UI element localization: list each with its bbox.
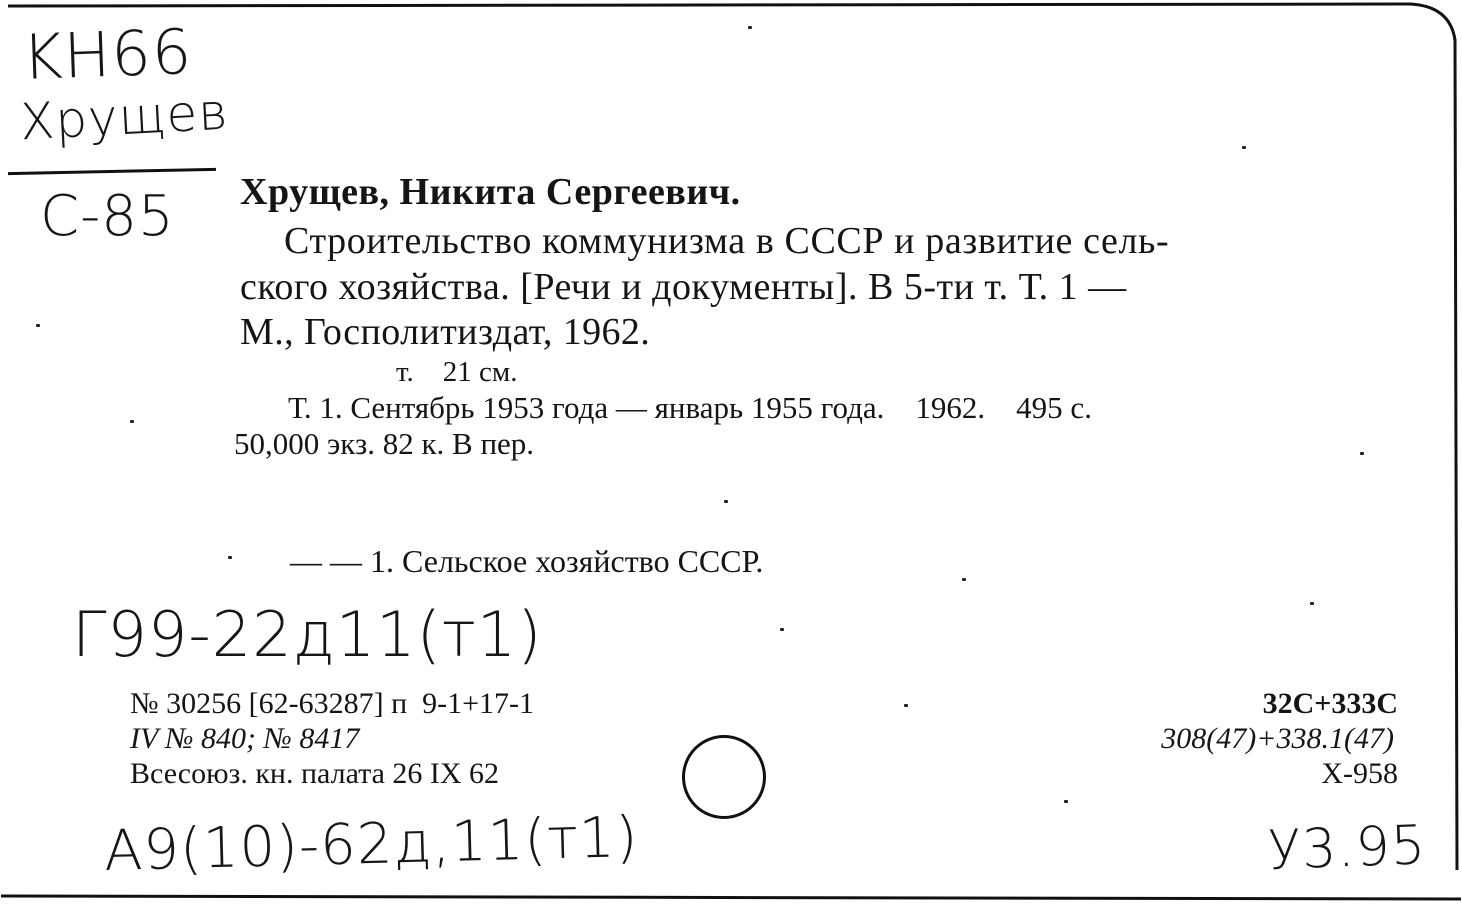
scan-speck [724, 500, 728, 503]
entry-subject: — — 1. Сельское хозяйство СССР. [290, 543, 764, 579]
scan-speck [36, 324, 40, 327]
scan-speck [1242, 146, 1246, 149]
handwritten-cutter-number: С-85 [40, 184, 175, 249]
footer-right-line1: 32С+333С [1262, 687, 1398, 720]
entry-heading: Хрущев, Никита Сергеевич. [240, 171, 741, 213]
footer-left-line2: IV № 840; № 8417 [130, 722, 360, 755]
entry-imprint: М., Госполитиздат, 1962. [240, 311, 651, 353]
scan-speck [1360, 452, 1364, 455]
footer-left-line1: № 30256 [62-63287] п 9-1+17-1 [130, 687, 535, 720]
stamp-circle [682, 735, 766, 819]
handwritten-code-middle: Г99-22д11(т1) [72, 598, 543, 671]
entry-volume-line1: Т. 1. Сентябрь 1953 года — январь 1955 года. 1962. 495 с. [288, 390, 1092, 425]
scan-speck [130, 420, 134, 423]
scan-speck [748, 26, 752, 29]
handwritten-price-note: У3.95 [1266, 813, 1428, 882]
handwritten-code-bottom: А9(10)-62д,11(т1) [103, 805, 640, 884]
handwritten-author-short: Хрущев [18, 82, 230, 152]
entry-title-line1: Строительство коммунизма в СССР и развитие сель- [284, 220, 1170, 262]
scan-speck [1064, 800, 1068, 803]
entry-volume-line2: 50,000 экз. 82 к. В пер. [234, 426, 535, 461]
handwritten-call-number: KH66 [20, 15, 194, 94]
footer-right-line2: 308(47)+338.1(47) [1161, 722, 1394, 755]
scan-speck [904, 704, 908, 707]
scan-speck [1310, 602, 1314, 605]
footer-left-line3: Всесоюз. кн. палата 26 IX 62 [130, 757, 500, 790]
entry-title-line2: ского хозяйства. [Речи и документы]. В 5-ти т. Т. 1 — [240, 266, 1127, 308]
scan-speck [780, 628, 784, 631]
scan-speck [228, 556, 232, 559]
scan-speck [962, 578, 966, 581]
entry-size: т. 21 см. [396, 356, 518, 388]
footer-right-line3: Х-958 [1321, 757, 1398, 790]
